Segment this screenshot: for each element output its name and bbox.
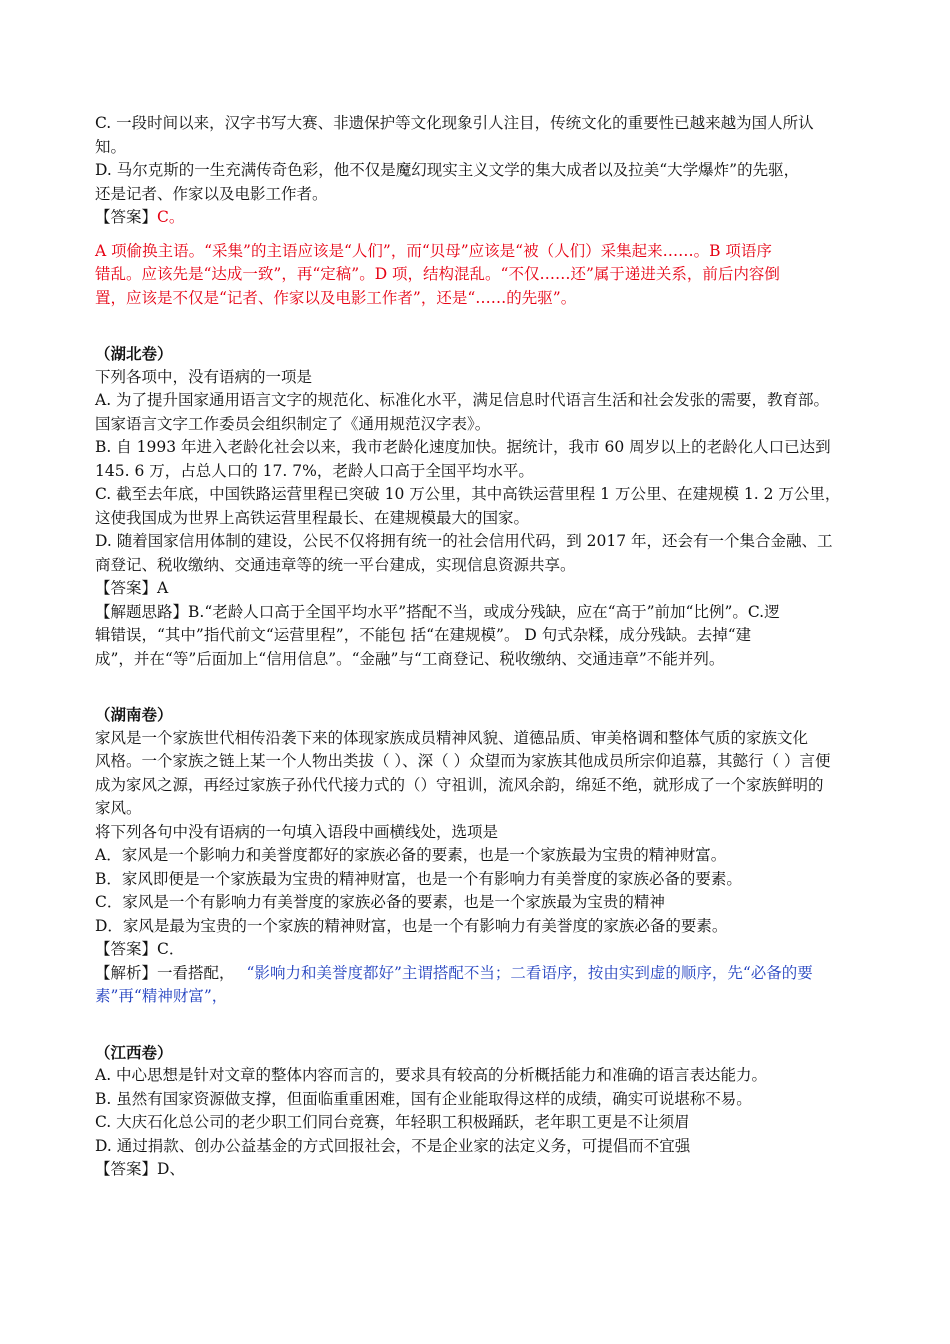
hunan-question: 将下列各句中没有语病的一句填入语段中画横线处，选项是: [95, 822, 499, 841]
hunan-analysis-label: 【解析】一看搭配，: [95, 963, 235, 982]
hunan-option-d: D．家风是最为宝贵的一个家族的精神财富，也是一个有影响力有美誉度的家族必备的要素。: [95, 916, 728, 935]
hunan-analysis-line1: [95, 962, 863, 986]
spacer: [95, 671, 863, 703]
hubei-option-a-line2: 国家语言文字工作委员会组织制定了《通用规范汉字表》。: [95, 414, 491, 433]
hubei-option-a-line1: A. 为了提升国家通用语言文字的规范化、标准化水平，满足信息时代语言生活和社会发张的需要，教育部。: [95, 391, 830, 409]
section-title-hunan: （湖南卷）: [95, 705, 173, 724]
hubei-option-c-line1: C. 截至去年底，中国铁路运营里程已突破 10 万公里，其中高铁运营里程 1 万公里、在建规模 1. 2 万公里，: [95, 485, 841, 503]
section-title-hubei: （湖北卷）: [95, 344, 173, 363]
answer-value: C。: [157, 208, 185, 226]
spacer: [95, 230, 863, 240]
hubei-option-b-line1: B. 自 1993 年进入老龄化社会以来，我市老龄化速度加快。据统计，我市 60 周岁以上的老龄化人口已达到: [95, 438, 831, 456]
jiangxi-option-c: C. 大庆石化总公司的老少职工们同台竞赛，年轻职工积极踊跃，老年职工更是不让须眉: [95, 1113, 690, 1131]
answer-line: [95, 206, 863, 230]
spacer: [95, 1009, 863, 1041]
document-page: [95, 108, 863, 1182]
hubei-option-c-line2: 这使我国成为世界上高铁运营里程最长、在建规模最大的国家。: [95, 508, 530, 527]
option-d-line2: 还是记者、作家以及电影工作者。: [95, 184, 328, 203]
explanation-line3: 置，应该是不仅是“记者、作家以及电影工作者”，还是“……的先驱”。: [95, 288, 577, 307]
spacer: [95, 310, 863, 342]
hubei-option-b-line2: 145. 6 万，占总人口的 17. 7%，老龄人口高于全国平均水平。: [95, 461, 534, 480]
hunan-passage-line4: 家风。: [95, 799, 142, 817]
hunan-passage-line1: 家风是一个家族世代相传沿袭下来的体现家族成员精神风貌、道德品质、审美格调和整体气质的家族文化: [95, 728, 809, 747]
hunan-answer: 【答案】C．: [95, 940, 185, 958]
hubei-analysis-line3: 成”，并在“等”后面加上“信用信息”。“金融”与“工商登记、税收缴纳、交通违章”不能并列。: [95, 649, 725, 668]
hubei-option-d-line2: 商登记、税收缴纳、交通违章等的统一平台建成，实现信息资源共享。: [95, 555, 576, 574]
hunan-option-c: C．家风是一个有影响力有美誉度的家族必备的要素，也是一个家族最为宝贵的精神: [95, 893, 665, 911]
jiangxi-answer: 【答案】D、: [95, 1160, 185, 1178]
hubei-analysis-line1: 【解题思路】B.“老龄人口高于全国平均水平”搭配不当，或成分残缺，应在“高于”前加“比例”。C.逻: [95, 602, 780, 621]
explanation-line1: A 项偷换主语。“采集”的主语应该是“人们”，而“贝母”应该是“被（人们）采集起来……。B 项语序: [95, 241, 772, 260]
hunan-option-b: B．家风即便是一个家族最为宝贵的精神财富，也是一个有影响力有美誉度的家族必备的要素。: [95, 869, 742, 888]
answer-label: 【答案】: [95, 208, 158, 226]
option-c-line1: C. 一段时间以来，汉字书写大赛、非遗保护等文化现象引人注目，传统文化的重要性已越来越为国人所认: [95, 114, 814, 132]
hubei-question: 下列各项中，没有语病的一项是: [95, 367, 313, 386]
hubei-answer: 【答案】A: [95, 579, 169, 597]
hubei-option-d-line1: D. 随着国家信用体制的建设，公民不仅将拥有统一的社会信用代码，到 2017 年，还会有一个集合金融、工: [95, 532, 833, 550]
explanation-line2: 错乱。应该先是“达成一致”，再“定稿”。D 项，结构混乱。“不仅……还”属于递进关系，前后内容倒: [95, 265, 780, 283]
section-title-jiangxi: （江西卷）: [95, 1042, 173, 1062]
hunan-option-a: A．家风是一个影响力和美誉度都好的家族必备的要素，也是一个家族最为宝贵的精神财富。: [95, 846, 727, 864]
option-c-line2: 知。: [95, 137, 127, 156]
jiangxi-option-d: D. 通过捐款、创办公益基金的方式回报社会，不是企业家的法定义务，可提倡而不宜强: [95, 1136, 691, 1155]
hunan-analysis-line2: 素”再“精神财富”，: [95, 987, 228, 1005]
hunan-passage-line3: 成为家风之源，再经过家族子孙代代接力式的（）守祖训，流风余韵，绵延不绝，就形成了一个家族鲜明的: [95, 775, 824, 794]
jiangxi-option-b: B. 虽然有国家资源做支撑，但面临重重困难，国有企业能取得这样的成绩，确实可说堪称不易。: [95, 1089, 752, 1108]
option-d-line1: D. 马尔克斯的一生充满传奇色彩，他不仅是魔幻现实主义文学的集大成者以及拉美“大学爆炸”的先驱，: [95, 161, 800, 179]
hunan-analysis-blue1: “影响力和美誉度都好”主谓搭配不当；二看语序，按由实到虚的顺序，先“必备的要: [246, 963, 813, 982]
jiangxi-option-a: A. 中心思想是针对文章的整体内容而言的，要求具有较高的分析概括能力和准确的语言表达能力。: [95, 1066, 768, 1084]
hunan-passage-line2: 风格。一个家族之链上某一个人物出类拔（ ）、深（ ）众望而为家族其他成员所宗仰追慕，其懿行（ ）言便: [95, 752, 831, 770]
hubei-analysis-line2: 辑错误，“其中”指代前文“运营里程”，不能包 括“在建规模”。 D 句式杂糅，成分残缺。去掉“建: [95, 626, 752, 644]
